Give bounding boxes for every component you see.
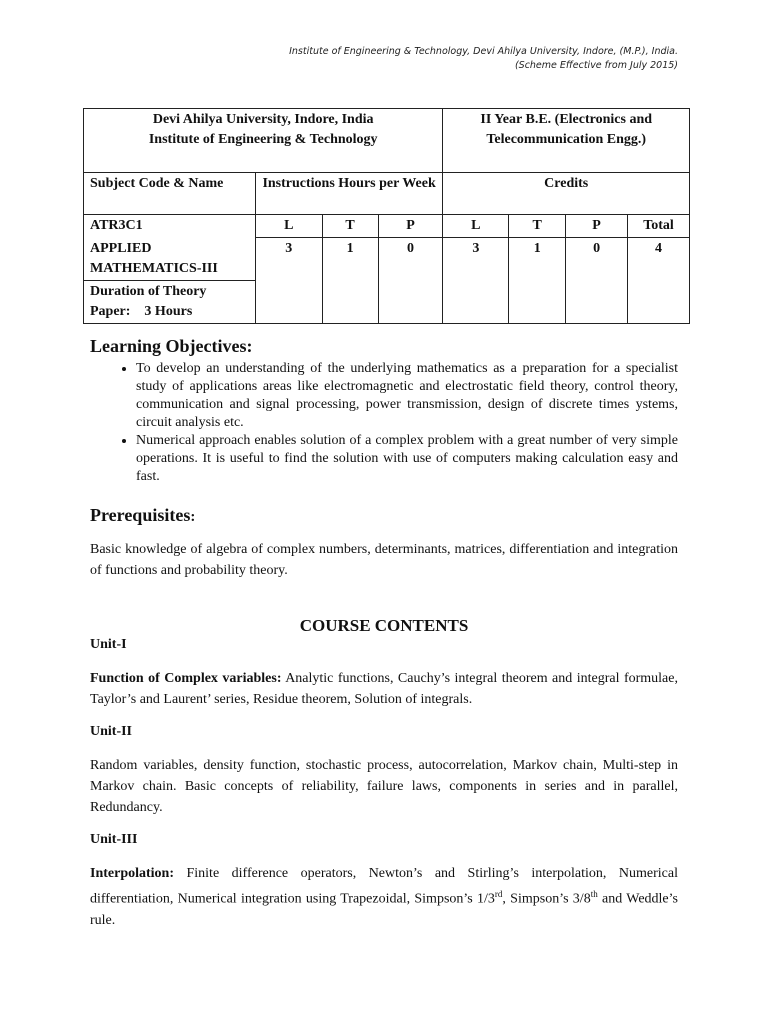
university-name: Devi Ahilya University, Indore, India [152,112,374,127]
credit-val-t: 1 [509,238,566,324]
unit-3-sup-th: th [590,889,598,899]
prerequisites-heading-text: Prerequisites [90,505,191,525]
unit-1-title: Unit-I [90,637,127,652]
duration-cell [84,280,256,323]
unit-1-body: Analytic functions, Cauchy’s integral theorem and integral formulae, Taylor’s and Laurent’ series, Residue theorem, Solution of integrals. [90,671,678,707]
credit-val-p: 0 [566,238,628,324]
duration-line-2: Paper: 3 Hours [90,303,193,319]
unit-3-body-b: , Simpson’s 3/8 [502,891,591,907]
year-line-2: Telecommunication Engg.) [486,132,647,147]
learning-objectives-heading: Learning Objectives: [90,336,253,356]
unit-3-body-c: and Weddle’s rule. [90,891,678,928]
scheme-table [83,108,690,324]
prerequisites-colon: : [190,509,196,525]
unit-2-text: Random variables, density function, stochastic process, autocorrelation, Markov chain, Multi-step in Markov chain. Basic concepts of reliability, failure laws, components in series and in parallel, Redundancy. [90,758,678,815]
instr-val-p: 0 [378,238,443,324]
unit-3-text [90,863,678,931]
instructions-header: Instructions Hours per Week [255,173,443,215]
page-header [289,45,678,73]
credit-col-l: L [443,215,509,238]
subject-code: ATR3C1 [84,215,256,238]
unit-3-sup-rd: rd [494,889,503,899]
instr-col-t: T [322,215,378,238]
unit-1-topic: Function of Complex variables: [90,671,282,686]
credit-col-t: T [509,215,566,238]
institute-name: Institute of Engineering & Technology [148,132,378,147]
instr-col-l: L [255,215,322,238]
unit-3-title: Unit-III [90,832,138,847]
prerequisites-heading [90,505,195,526]
unit-2-title: Unit-II [90,724,133,739]
credit-val-total: 4 [628,238,690,324]
prerequisites-text: Basic knowledge of algebra of complex numbers, determinants, matrices, differentiation and integration of functions and probability theory. [90,542,678,578]
objective-item: • To develop an understanding of the underlying mathematics as a preparation for a specialist study of applications areas like electromagnetic and electrostatic field theory, control theory, communication and signal processing, power transmission, design of discrete times ystems, circuit analysis etc. [136,360,678,432]
unit-3-body-a: Finite difference operators, Newton’s and Stirling’s interpolation, Numerical differentiation, Numerical integration using Trapezoidal, Simpson’s 1/3 [90,866,678,907]
header-scheme-line: (Scheme Effective from July 2015) [514,60,678,71]
unit-3-topic: Interpolation: [90,866,174,881]
header-institute-line: Institute of Engineering & Technology, Devi Ahilya University, Indore, (M.P.), India. [289,46,678,57]
credits-header: Credits [443,173,690,215]
year-cell [443,109,690,173]
subject-name-cell [84,238,256,281]
subject-header: Subject Code & Name [84,173,256,215]
unit-1-text [90,668,678,710]
subject-name-line-1: APPLIED [90,240,152,256]
credit-col-p: P [566,215,628,238]
subject-name-line-2: MATHEMATICS-III [90,260,218,276]
objectives-list [90,360,678,486]
credit-val-l: 3 [443,238,509,324]
course-contents-heading: COURSE CONTENTS [299,616,469,635]
instr-val-t: 1 [322,238,378,324]
objective-item: • Numerical approach enables solution of a complex problem with a great number of very simple operations. It is useful to find the solution with use of computers making calculation easy and fast. [136,432,678,486]
year-line-1: II Year B.E. (Electronics and [480,112,653,127]
duration-line-1: Duration of Theory [90,283,207,299]
instr-val-l: 3 [255,238,322,324]
instr-col-p: P [378,215,443,238]
credit-col-total: Total [628,215,690,238]
university-cell [84,109,443,173]
